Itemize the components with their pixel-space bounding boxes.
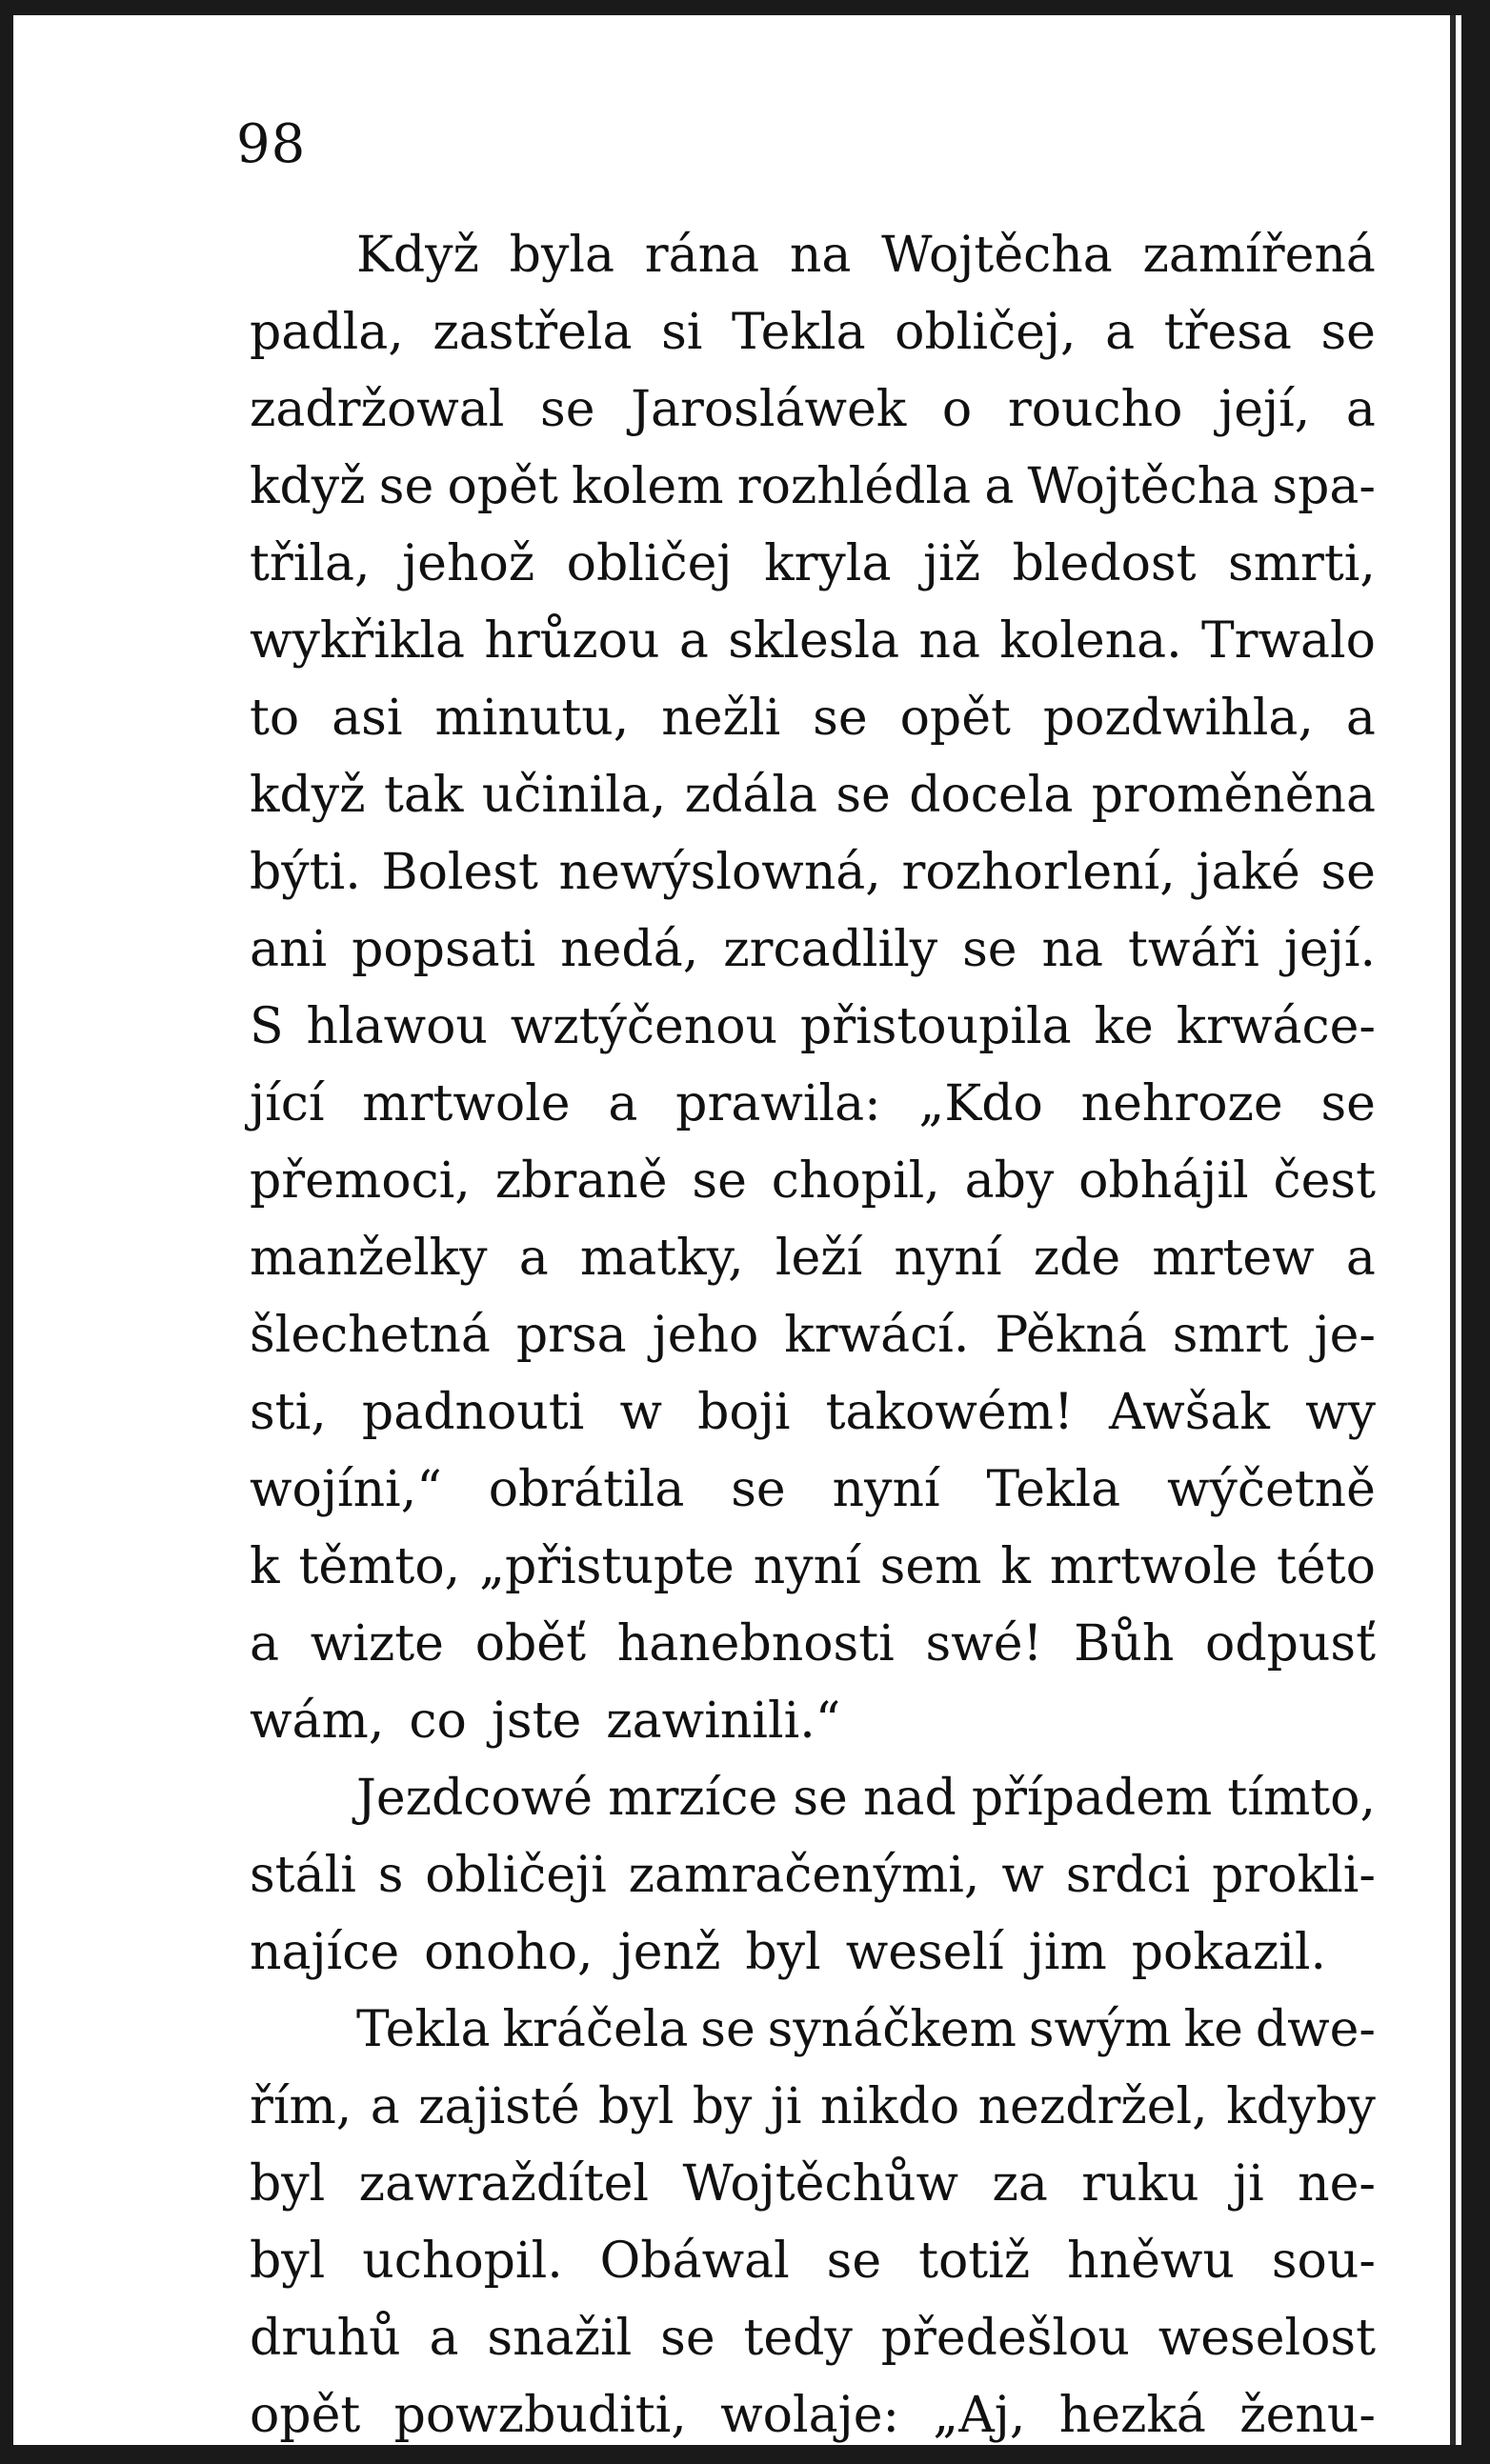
word: popsati bbox=[352, 921, 536, 978]
word: na bbox=[1041, 921, 1103, 978]
text-line bbox=[250, 1220, 1376, 1297]
word: zbraně bbox=[494, 1152, 668, 1210]
word: kráčela bbox=[502, 2001, 689, 2058]
word: srdci bbox=[1065, 1847, 1191, 1904]
word: sou- bbox=[1271, 2233, 1376, 2290]
word: Awšak bbox=[1109, 1384, 1270, 1441]
text-line bbox=[250, 603, 1376, 680]
word: ne- bbox=[1298, 2155, 1376, 2213]
word: snažil bbox=[487, 2310, 633, 2367]
word: ji bbox=[770, 2078, 802, 2135]
word: učinila, bbox=[481, 767, 667, 824]
word: ke bbox=[1183, 2001, 1243, 2058]
word: kolem bbox=[571, 458, 724, 515]
word: prokli- bbox=[1212, 1847, 1376, 1904]
word: krwáce- bbox=[1176, 998, 1376, 1055]
word: Tekla bbox=[356, 2001, 491, 2058]
text-line bbox=[250, 680, 1376, 757]
text-line bbox=[250, 1992, 1376, 2069]
word: oběť bbox=[474, 1615, 586, 1673]
word: si bbox=[661, 304, 703, 361]
word: se bbox=[1320, 1075, 1376, 1132]
word: swé! bbox=[925, 1615, 1043, 1673]
word: a bbox=[370, 2078, 400, 2135]
text-line bbox=[250, 2223, 1376, 2300]
word: sti, bbox=[250, 1384, 327, 1441]
text-line bbox=[250, 526, 1376, 603]
word: přemoci, bbox=[250, 1152, 471, 1210]
word: obhájil bbox=[1078, 1152, 1249, 1210]
word: jim bbox=[1028, 1924, 1107, 1981]
text-line bbox=[250, 1683, 1376, 1760]
word: matky, bbox=[579, 1230, 744, 1287]
word: hlawou bbox=[306, 998, 488, 1055]
text-line bbox=[250, 1914, 1376, 1992]
word: roucho bbox=[1007, 381, 1183, 438]
word: totiž bbox=[918, 2233, 1031, 2290]
word: weselí bbox=[845, 1924, 1004, 1981]
word: se bbox=[540, 381, 595, 438]
word: chopil, bbox=[771, 1152, 940, 1210]
word: se bbox=[813, 690, 868, 747]
word: kryla bbox=[764, 535, 892, 592]
word: twáři bbox=[1127, 921, 1259, 978]
word: „přistupte bbox=[479, 1538, 735, 1595]
word: pozdwihla, bbox=[1042, 690, 1314, 747]
word: mrtew bbox=[1152, 1230, 1315, 1287]
word: zadržowal bbox=[250, 381, 505, 438]
word: Jezdcowé bbox=[356, 1770, 594, 1827]
word: a bbox=[1345, 1230, 1376, 1287]
word: prsa bbox=[515, 1307, 627, 1364]
word: powzbuditi, bbox=[393, 2387, 687, 2444]
word: když bbox=[250, 767, 366, 824]
word: smrt bbox=[1172, 1307, 1289, 1364]
word: obrátila bbox=[488, 1461, 685, 1518]
word: zdála bbox=[684, 767, 817, 824]
word: wolaje: bbox=[720, 2387, 899, 2444]
word: rozhlédla bbox=[736, 458, 972, 515]
word: se bbox=[836, 767, 891, 824]
body-text bbox=[250, 217, 1376, 2454]
word: s bbox=[377, 1847, 404, 1904]
word: a bbox=[1105, 304, 1136, 361]
word: a bbox=[250, 1615, 280, 1673]
word: zawraždítel bbox=[358, 2155, 650, 2213]
word: předešlou bbox=[880, 2310, 1130, 2367]
text-line bbox=[250, 1606, 1376, 1683]
text-line bbox=[250, 1760, 1376, 1837]
word: opět bbox=[250, 2387, 361, 2444]
text-line bbox=[250, 989, 1376, 1066]
word: jeho bbox=[652, 1307, 759, 1364]
word: nad bbox=[862, 1770, 956, 1827]
text-line bbox=[250, 371, 1376, 449]
word: její, bbox=[1218, 381, 1311, 438]
word: se bbox=[731, 1461, 786, 1518]
word: těmto, bbox=[298, 1538, 461, 1595]
word: S bbox=[250, 998, 284, 1055]
word: hněwu bbox=[1067, 2233, 1235, 2290]
text-line bbox=[250, 2300, 1376, 2377]
word: zamračenými, bbox=[628, 1847, 980, 1904]
word: padla, bbox=[250, 304, 404, 361]
word: Když bbox=[356, 227, 479, 284]
word: Tekla bbox=[986, 1461, 1121, 1518]
word: na bbox=[789, 227, 852, 284]
word: případem bbox=[971, 1770, 1213, 1827]
word: se bbox=[692, 1152, 747, 1210]
word: její. bbox=[1283, 921, 1376, 978]
word: „Kdo bbox=[918, 1075, 1043, 1132]
word: byl bbox=[250, 2155, 326, 2213]
word: zawinili.“ bbox=[606, 1693, 841, 1750]
text-line bbox=[250, 1143, 1376, 1220]
word: k bbox=[250, 1538, 280, 1595]
word: tímto, bbox=[1227, 1770, 1376, 1827]
word: nežli bbox=[661, 690, 781, 747]
word: smrti, bbox=[1228, 535, 1376, 592]
word: se bbox=[962, 921, 1017, 978]
word: dwe- bbox=[1255, 2001, 1376, 2058]
word: byl bbox=[745, 1924, 821, 1981]
word: opět bbox=[447, 458, 558, 515]
page-number: 98 bbox=[236, 113, 307, 175]
word: nyní bbox=[832, 1461, 940, 1518]
word: Wojtěcha bbox=[1027, 458, 1259, 515]
word: wojíni,“ bbox=[250, 1461, 442, 1518]
word: ani bbox=[250, 921, 328, 978]
word: proměněna bbox=[1091, 767, 1376, 824]
word: se bbox=[1320, 304, 1376, 361]
text-line bbox=[250, 2069, 1376, 2146]
word: wám, bbox=[250, 1693, 385, 1750]
text-line bbox=[250, 1837, 1376, 1914]
word: zamířená bbox=[1142, 227, 1376, 284]
word: se bbox=[793, 1770, 848, 1827]
word: leží bbox=[775, 1230, 863, 1287]
word: Bolest bbox=[381, 844, 538, 901]
word: wýčetně bbox=[1167, 1461, 1376, 1518]
word: obličej bbox=[566, 535, 733, 592]
word: docela bbox=[909, 767, 1074, 824]
word: synáčkem bbox=[767, 2001, 1017, 2058]
word: a bbox=[678, 612, 709, 670]
word: ženu- bbox=[1239, 2387, 1376, 2444]
word: a bbox=[984, 458, 1015, 515]
word: této bbox=[1277, 1538, 1376, 1595]
word: by bbox=[692, 2078, 753, 2135]
word: hrůzou bbox=[484, 612, 660, 670]
word: když bbox=[250, 458, 366, 515]
word: wztýčenou bbox=[510, 998, 778, 1055]
text-line bbox=[250, 2146, 1376, 2223]
word: se bbox=[700, 2001, 755, 2058]
word: přistoupila bbox=[799, 998, 1072, 1055]
text-line bbox=[250, 2377, 1376, 2454]
word: onoho, bbox=[424, 1924, 594, 1981]
word: co bbox=[409, 1693, 467, 1750]
word: wykřikla bbox=[250, 612, 466, 670]
text-line bbox=[250, 449, 1376, 526]
word: třesa bbox=[1163, 304, 1292, 361]
word: ke bbox=[1094, 998, 1154, 1055]
word: padnouti bbox=[361, 1384, 585, 1441]
word: byla bbox=[509, 227, 614, 284]
word: se bbox=[826, 2233, 882, 2290]
text-line bbox=[250, 834, 1376, 911]
word: w bbox=[1001, 1847, 1044, 1904]
word: třila, bbox=[250, 535, 371, 592]
word: jehož bbox=[402, 535, 535, 592]
word: bledost bbox=[1012, 535, 1197, 592]
word: wy bbox=[1305, 1384, 1376, 1441]
word: řím, bbox=[250, 2078, 352, 2135]
word: asi bbox=[332, 690, 403, 747]
word: se bbox=[660, 2310, 715, 2367]
word: nehroze bbox=[1080, 1075, 1283, 1132]
word: rána bbox=[644, 227, 760, 284]
scan-border-top bbox=[0, 0, 1490, 15]
word: kdyby bbox=[1226, 2078, 1376, 2135]
word: Wojtěcha bbox=[881, 227, 1113, 284]
word: Pěkná bbox=[995, 1307, 1147, 1364]
word: stáli bbox=[250, 1847, 356, 1904]
word: nedá, bbox=[560, 921, 699, 978]
word: je- bbox=[1314, 1307, 1376, 1364]
word: obličeji bbox=[425, 1847, 607, 1904]
text-line bbox=[250, 294, 1376, 371]
word: nikdo bbox=[819, 2078, 960, 2135]
word: w bbox=[619, 1384, 662, 1441]
word: swým bbox=[1028, 2001, 1172, 2058]
word: manželky bbox=[250, 1230, 488, 1287]
word: uchopil. bbox=[362, 2233, 563, 2290]
word: hezká bbox=[1058, 2387, 1206, 2444]
word: a bbox=[1345, 381, 1376, 438]
word: aby bbox=[964, 1152, 1055, 1210]
word: mrtwole bbox=[1049, 1538, 1258, 1595]
word: Bůh bbox=[1074, 1615, 1175, 1673]
scan-border-right-inner bbox=[1450, 15, 1456, 2445]
word: Trwalo bbox=[1201, 612, 1376, 670]
word: jenž bbox=[617, 1924, 721, 1981]
word: o bbox=[941, 381, 973, 438]
word: a bbox=[429, 2310, 459, 2367]
word: a bbox=[608, 1075, 638, 1132]
word: kolena. bbox=[999, 612, 1182, 670]
word: Wojtěchůw bbox=[682, 2155, 959, 2213]
text-line bbox=[250, 1066, 1376, 1143]
word: byl bbox=[250, 2233, 326, 2290]
word: zrcadlily bbox=[723, 921, 938, 978]
word: tak bbox=[383, 767, 464, 824]
text-line bbox=[250, 1374, 1376, 1452]
word: hanebnosti bbox=[616, 1615, 895, 1673]
word: to bbox=[250, 690, 300, 747]
word: a bbox=[518, 1230, 549, 1287]
word: sklesla bbox=[728, 612, 900, 670]
word: ruku bbox=[1081, 2155, 1199, 2213]
word: ji bbox=[1232, 2155, 1264, 2213]
word: Obáwal bbox=[599, 2233, 790, 2290]
word: Jarosláwek bbox=[631, 381, 907, 438]
word: jící bbox=[250, 1075, 325, 1132]
word: krwácí. bbox=[784, 1307, 970, 1364]
word: na bbox=[918, 612, 980, 670]
word: jaké bbox=[1196, 844, 1300, 901]
word: mrzíce bbox=[608, 1770, 778, 1827]
word: druhů bbox=[250, 2310, 401, 2367]
word: a bbox=[1345, 690, 1376, 747]
word: „Aj, bbox=[933, 2387, 1026, 2444]
word: prawila: bbox=[675, 1075, 881, 1132]
word: pokazil. bbox=[1131, 1924, 1327, 1981]
word: boji bbox=[697, 1384, 791, 1441]
word: sem bbox=[879, 1538, 982, 1595]
word: Tekla bbox=[732, 304, 866, 361]
word: mrtwole bbox=[362, 1075, 571, 1132]
word: byl bbox=[598, 2078, 675, 2135]
text-line bbox=[250, 1452, 1376, 1529]
word: opět bbox=[899, 690, 1011, 747]
word: najíce bbox=[250, 1924, 400, 1981]
word: čest bbox=[1273, 1152, 1376, 1210]
word: spa- bbox=[1272, 458, 1376, 515]
word: nyní bbox=[894, 1230, 1002, 1287]
word: se bbox=[1320, 844, 1376, 901]
word: se bbox=[378, 458, 434, 515]
word: odpusť bbox=[1205, 1615, 1376, 1673]
text-line bbox=[250, 911, 1376, 989]
word: takowém! bbox=[825, 1384, 1074, 1441]
word: zastřela bbox=[433, 304, 633, 361]
text-line bbox=[250, 1297, 1376, 1374]
word: šlechetná bbox=[250, 1307, 491, 1364]
word: jste bbox=[491, 1693, 582, 1750]
word: tedy bbox=[743, 2310, 853, 2367]
word: weselost bbox=[1158, 2310, 1376, 2367]
word: nezdržel, bbox=[977, 2078, 1208, 2135]
word: býti. bbox=[250, 844, 361, 901]
word: již bbox=[922, 535, 981, 592]
word: k bbox=[1000, 1538, 1031, 1595]
scan-border-right bbox=[1461, 0, 1490, 2464]
text-line bbox=[250, 757, 1376, 834]
word: obličej, bbox=[895, 304, 1077, 361]
word: minutu, bbox=[434, 690, 630, 747]
word: wizte bbox=[310, 1615, 444, 1673]
word: rozhorlení, bbox=[901, 844, 1176, 901]
word: nyní bbox=[753, 1538, 861, 1595]
word: za bbox=[992, 2155, 1048, 2213]
word: zajisté bbox=[418, 2078, 580, 2135]
word: newýslowná, bbox=[558, 844, 881, 901]
word: zde bbox=[1033, 1230, 1121, 1287]
text-line bbox=[250, 217, 1376, 294]
text-line bbox=[250, 1529, 1376, 1606]
scan-border-left bbox=[0, 0, 13, 2464]
